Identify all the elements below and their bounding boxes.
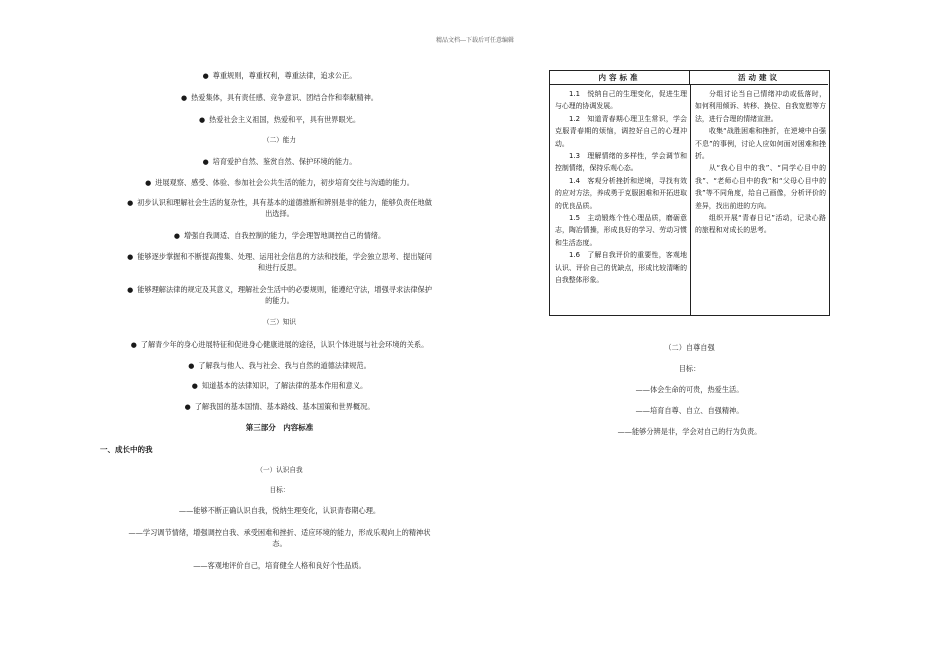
bullet-icon: ● xyxy=(130,341,137,349)
bullet-line: ● 了解我与他人、我与社会、我与自然的道德法律规范。 xyxy=(188,361,371,370)
bullet-line: ● 了解青少年的身心进展特征和促进身心健康进展的途径，认识个体进展与社会环境的关系。 xyxy=(130,340,429,349)
goal-line: ——学习调节情绪，增强调控自我、承受困难和挫折、适应环境的能力，形成乐观向上的精神状 xyxy=(128,528,431,537)
bullet-line: ● 热爱集体，具有责任感、竞争意识、团结合作和奉献精神。 xyxy=(181,93,378,102)
bullet-icon: ● xyxy=(184,403,191,411)
bullet-line: ● 能够逐步掌握和不断提高搜集、处理、运用社会信息的方法和技能，学会独立思考、提出疑问 xyxy=(127,252,432,261)
bullet-line: ● 进展观察、感受、体验、参加社会公共生活的能力，初步培育交往与沟通的能力。 xyxy=(145,178,414,187)
page-header: 精品文档---下载后可任意编辑 xyxy=(435,37,515,44)
subsection-heading: （二）自尊自强 xyxy=(664,343,715,352)
standard-item: 1.3 理解情绪的多样性，学会调节和控制情绪，保持乐观心态。 xyxy=(555,152,687,173)
bullet-icon: ● xyxy=(127,286,134,294)
goal-line: ——能够不断正确认识自我，悦纳生理变化，认识青春期心理。 xyxy=(178,506,381,515)
table-cell-content xyxy=(555,88,687,287)
part3-title: 第三部分 内容标准 xyxy=(245,423,314,432)
table-divider xyxy=(690,85,691,315)
activity-item: 组织开展“青春日记”活动，记录心路的旅程和对成长的思考。 xyxy=(695,214,826,235)
bullet-line: ● 尊重规则，尊重权利，尊重法律，追求公正。 xyxy=(202,71,357,80)
bullet-line: ● 热爱社会主义祖国，热爱和平，具有世界眼光。 xyxy=(198,115,361,124)
bullet-icon: ● xyxy=(181,94,188,102)
standard-item: 1.1 悦纳自己的生理变化，促进生理与心理的协调发展。 xyxy=(555,90,687,111)
table-cell-activity xyxy=(695,88,826,237)
text-line: 的能力。 xyxy=(265,296,294,305)
bullet-icon: ● xyxy=(202,158,209,166)
bullet-icon: ● xyxy=(127,199,134,207)
goal-line: ——能够分辨是非，学会对自己的行为负责。 xyxy=(617,427,762,436)
goal-label: 目标： xyxy=(269,486,290,494)
text-line: 出选择。 xyxy=(265,209,294,218)
activity-item: 分组讨论当自己情绪冲动或低落时，如何利用倾诉、转移、换位、自我宽慰等方法，进行合理的情绪宣泄。 xyxy=(695,90,826,123)
goal-label: 目标： xyxy=(678,364,701,373)
activity-item: 收集“战胜困难和挫折，在逆境中自强不息”的事例，讨论人应如何面对困难和挫折。 xyxy=(695,127,826,161)
goal-line: ——培育自尊、自立、自强精神。 xyxy=(635,406,744,415)
goal-line: ——体会生命的可贵，热爱生活。 xyxy=(635,385,744,394)
subsection-heading: （一）认识自我 xyxy=(256,466,303,474)
bullet-icon: ● xyxy=(173,232,180,240)
bullet-icon: ● xyxy=(198,116,206,124)
text-line: 和进行反思。 xyxy=(257,263,302,272)
standard-item: 1.6 了解自我评价的重要性，客观地认识、评价自己的优缺点，形成比较清晰的自我整体形象。 xyxy=(555,251,687,285)
bullet-line: ● 增强自我调适、自我控制的能力，学会理智地调控自己的情绪。 xyxy=(173,231,386,240)
content-standard-table xyxy=(549,70,830,316)
bullet-line: ● 能够理解法律的规定及其意义，理解社会生活中的必要规则，能遵纪守法，增强寻求法律保护 xyxy=(127,285,432,294)
ability-heading: （二）能力 xyxy=(263,136,296,144)
bullet-icon: ● xyxy=(145,179,152,187)
goal-line: 态。 xyxy=(272,539,287,548)
bullet-line: ● 培育爱护自然、鉴赏自然、保护环境的能力。 xyxy=(202,157,357,166)
bullet-line: ● 了解我国的基本国情、基本路线、基本国策和世界概况。 xyxy=(184,402,375,411)
section-heading: 一、成长中的我 xyxy=(100,445,153,454)
bullet-icon: ● xyxy=(191,382,198,390)
standard-item: 1.5 主动锻炼个性心理品质，磨砺意志，陶冶情操，形成良好的学习、劳动习惯和生活态度。 xyxy=(555,214,687,247)
standard-item: 1.2 知道青春期心理卫生常识，学会克服青春期的烦恼，调控好自己的心理冲动。 xyxy=(555,114,687,148)
activity-item: 从“我心目中的我”、“同学心目中的我”、“老师心目中的我”和“父母心目中的我”等不同角度，给自己画像，分析评价的差异，找出前进的方向。 xyxy=(695,164,826,210)
bullet-icon: ● xyxy=(127,253,134,261)
table-header-activity: 活动建议 xyxy=(690,71,828,85)
standard-item: 1.4 客观分析挫折和逆境，寻找有效的应对方法，养成勇于克服困难和开拓进取的优良品质。 xyxy=(555,176,687,210)
knowledge-heading: （三）知识 xyxy=(263,318,296,326)
bullet-icon: ● xyxy=(188,362,195,370)
bullet-line: ● 知道基本的法律知识，了解法律的基本作用和意义。 xyxy=(191,381,368,390)
bullet-line: ● 初步认识和理解社会生活的复杂性，具有基本的道德推断和辨别是非的能力，能够负责任地做 xyxy=(127,198,432,207)
goal-line: ——客观地评价自己，培育健全人格和良好个性品质。 xyxy=(193,561,366,570)
bullet-icon: ● xyxy=(202,72,209,80)
table-header-content: 内容标准 xyxy=(550,71,690,85)
